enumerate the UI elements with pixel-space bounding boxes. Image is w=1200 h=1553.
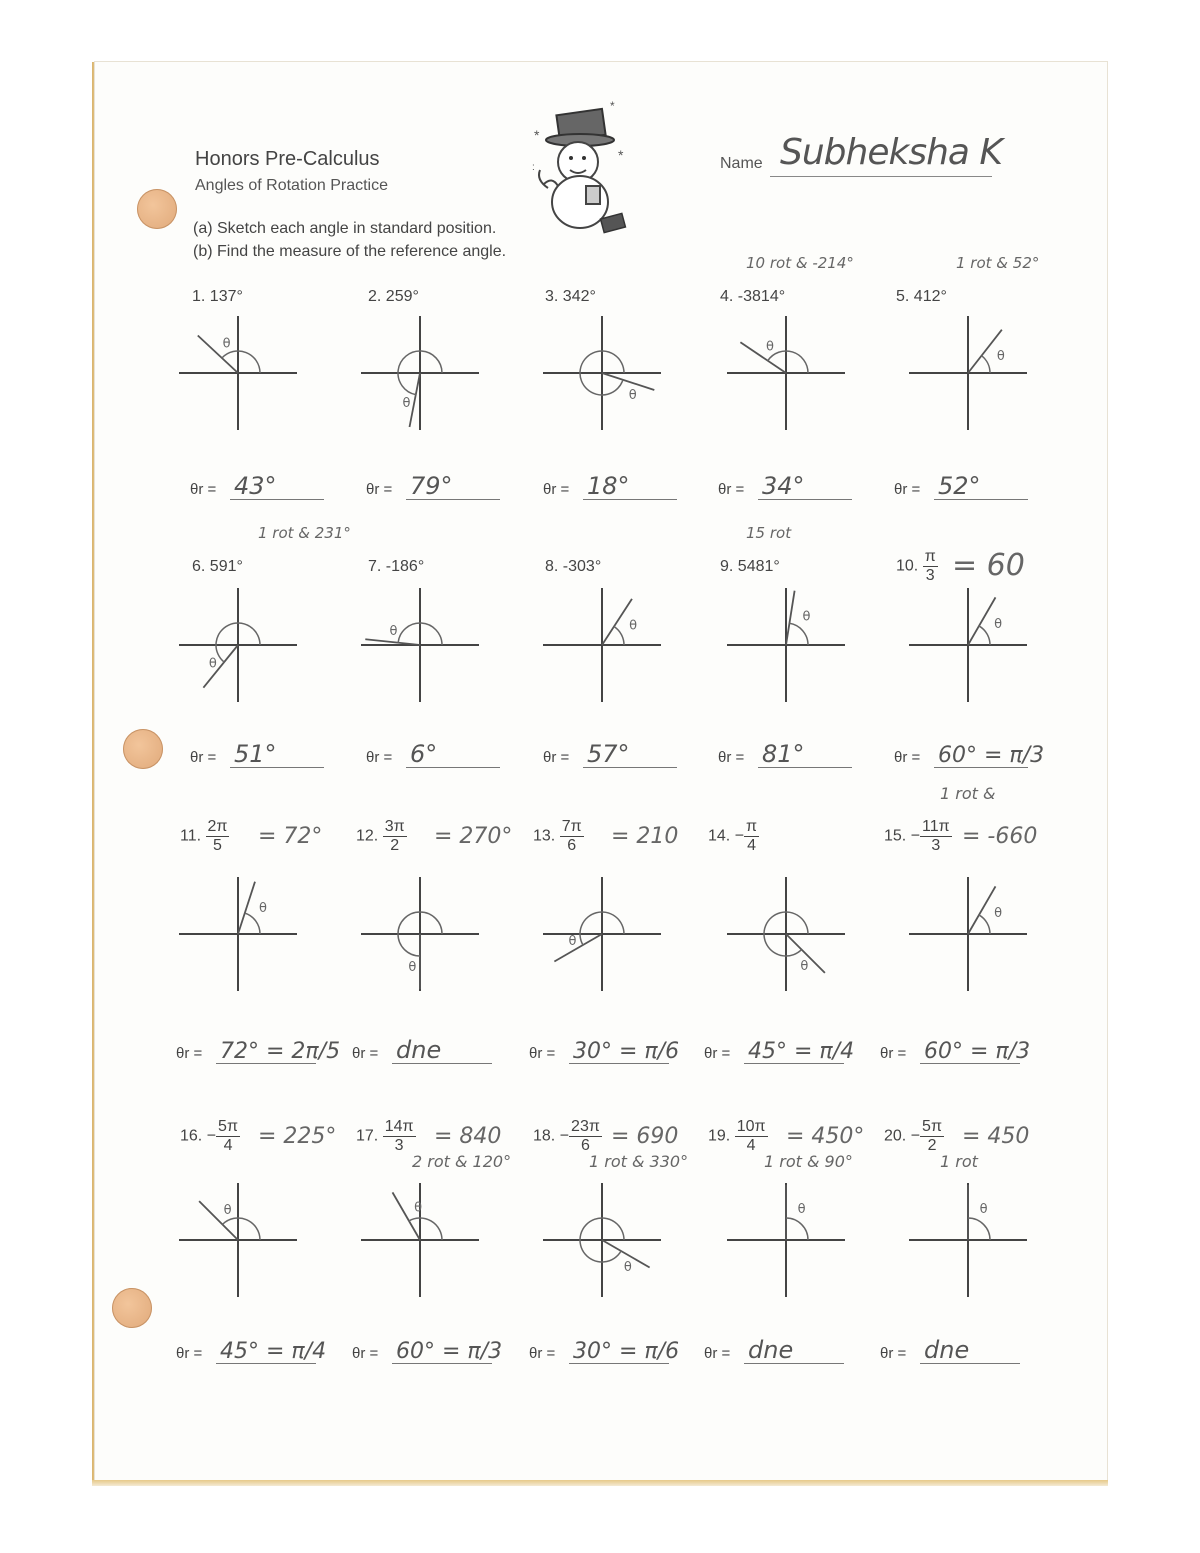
- fraction-numerator: 7π: [561, 818, 582, 835]
- answer-label: θr =: [352, 1345, 379, 1362]
- answer-value: 52°: [938, 472, 981, 500]
- fraction-denominator: 6: [567, 837, 577, 854]
- problem-number: 12.: [356, 827, 379, 845]
- angle-value: 259°: [385, 288, 419, 305]
- theta-label: θ: [402, 396, 411, 412]
- reference-angle-answer[interactable]: [704, 1330, 844, 1364]
- angle-sketch: [173, 869, 303, 999]
- problem-label: [356, 1118, 416, 1155]
- answer-value: 45° = π/4: [220, 1339, 327, 1364]
- answer-label: θr =: [880, 1345, 907, 1362]
- handwritten-note: = 450: [962, 1124, 1030, 1149]
- answer-value: dne: [396, 1036, 442, 1064]
- problem-number: 17.: [356, 1127, 379, 1145]
- theta-label: θ: [628, 387, 637, 403]
- reference-angle-answer[interactable]: [704, 1030, 855, 1064]
- angle-sketch: [173, 1175, 303, 1305]
- reference-angle-answer[interactable]: [880, 1330, 1020, 1364]
- answer-label: θr =: [190, 749, 217, 766]
- answer-label: θr =: [704, 1045, 731, 1062]
- answer-label: θr =: [176, 1345, 203, 1362]
- problem-label: [545, 288, 596, 306]
- angle-value: -303°: [562, 558, 602, 575]
- angle-fraction: [206, 818, 230, 855]
- handwritten-note: = 450°: [786, 1124, 865, 1149]
- terminal-side: [786, 591, 795, 645]
- terminal-side: [199, 1201, 238, 1240]
- answer-label: θr =: [366, 749, 393, 766]
- theta-label: θ: [766, 339, 775, 355]
- terminal-side: [198, 335, 238, 373]
- angle-fraction: [560, 818, 584, 855]
- answer-label: θr =: [529, 1345, 556, 1362]
- answer-value: 57°: [587, 740, 630, 768]
- worksheet-title: Angles of Rotation Practice: [195, 177, 388, 194]
- angle-sketch: [903, 1175, 1033, 1305]
- angle-value: 591°: [209, 558, 243, 575]
- fraction-numerator: 2π: [207, 818, 228, 835]
- problem-number: 20.: [884, 1127, 907, 1145]
- answer-label: θr =: [366, 481, 393, 498]
- terminal-side: [393, 1192, 421, 1240]
- angle-sketch: [173, 580, 303, 710]
- problem-label: [180, 818, 229, 855]
- angle-fraction: [383, 1118, 416, 1155]
- angle-value: -3814°: [737, 288, 786, 305]
- angle-sketch: [721, 308, 851, 438]
- angle-fraction: [735, 1118, 768, 1155]
- answer-label: θr =: [543, 481, 570, 498]
- problem-label: [368, 288, 419, 306]
- terminal-side: [740, 342, 786, 373]
- problem-label: [180, 1118, 240, 1155]
- terminal-side: [410, 373, 420, 427]
- rotation-arc: [786, 1218, 808, 1240]
- name-line: [770, 176, 992, 177]
- answer-value: 30° = π/6: [573, 1039, 680, 1064]
- binder-hole: [137, 189, 177, 229]
- svg-text:*: *: [618, 147, 624, 163]
- angle-value: 412°: [913, 288, 947, 305]
- answer-label: θr =: [704, 1345, 731, 1362]
- theta-label: θ: [994, 906, 1003, 922]
- reference-angle-answer[interactable]: [352, 1330, 503, 1364]
- terminal-side: [554, 934, 602, 962]
- answer-value: 34°: [762, 472, 805, 500]
- problem-label: [884, 818, 952, 855]
- rotation-arc: [979, 626, 990, 645]
- theta-label: θ: [996, 349, 1005, 365]
- theta-label: θ: [629, 618, 638, 634]
- reference-angle-answer[interactable]: [894, 734, 1045, 768]
- problem-label: [533, 818, 584, 855]
- rotation-arc: [222, 351, 260, 373]
- answer-label: θr =: [894, 749, 921, 766]
- angle-sketch: [721, 580, 851, 710]
- theta-label: θ: [408, 959, 417, 975]
- binder-hole: [112, 1288, 152, 1328]
- handwritten-note: 1 rot & 231°: [258, 524, 351, 542]
- svg-text:*: *: [610, 100, 615, 113]
- binder-hole: [123, 729, 163, 769]
- answer-label: θr =: [543, 749, 570, 766]
- problem-number: 10.: [896, 557, 919, 575]
- fraction-denominator: 4: [223, 1137, 233, 1154]
- problem-label: [356, 818, 407, 855]
- problem-number: 13.: [533, 827, 556, 845]
- fraction-denominator: 3: [925, 567, 935, 584]
- problem-number: 1.: [192, 288, 206, 305]
- fraction-numerator: 5π: [218, 1118, 238, 1135]
- problem-number: 4.: [720, 288, 734, 305]
- angle-sign: −: [206, 1127, 217, 1145]
- student-name[interactable]: Subheksha K: [780, 132, 1003, 173]
- answer-value: 81°: [762, 740, 805, 768]
- answer-value: 18°: [587, 472, 630, 500]
- answer-value: 43°: [234, 472, 277, 500]
- angle-sign: −: [734, 827, 745, 845]
- terminal-side: [968, 597, 996, 645]
- rotation-arc: [614, 627, 624, 645]
- angle-sketch: [537, 308, 667, 438]
- handwritten-note: 15 rot: [746, 524, 792, 542]
- answer-value: 60° = π/3: [396, 1339, 503, 1364]
- handwritten-note: = -660: [962, 824, 1038, 849]
- problem-label: [720, 288, 785, 306]
- angle-sketch: [537, 869, 667, 999]
- angle-fraction: [569, 1118, 602, 1155]
- angle-value: 137°: [209, 288, 243, 305]
- handwritten-note: 2 rot & 120°: [412, 1152, 512, 1171]
- handwritten-note: = 72°: [258, 824, 323, 849]
- rotation-arc: [982, 356, 990, 373]
- reference-angle-answer[interactable]: [543, 734, 677, 768]
- problem-number: 11.: [180, 827, 202, 845]
- answer-value: 79°: [410, 472, 453, 500]
- answer-label: θr =: [894, 481, 921, 498]
- theta-label: θ: [802, 609, 811, 625]
- handwritten-note: = 210: [611, 824, 679, 849]
- handwritten-note: 10 rot & -214°: [746, 254, 854, 272]
- theta-label: θ: [568, 933, 577, 949]
- answer-value: 51°: [234, 740, 277, 768]
- problem-label: [884, 1118, 944, 1155]
- reference-angle-answer[interactable]: [894, 466, 1028, 500]
- problem-number: 7.: [368, 558, 382, 575]
- terminal-side: [602, 599, 632, 645]
- fraction-numerator: 23π: [571, 1118, 600, 1135]
- reference-angle-answer[interactable]: [176, 1030, 341, 1064]
- problem-label: [708, 1118, 768, 1155]
- angle-sketch: [537, 580, 667, 710]
- problem-number: 6.: [192, 558, 206, 575]
- angle-value: 342°: [562, 288, 596, 305]
- reference-angle-answer[interactable]: [176, 1330, 327, 1364]
- fraction-numerator: 10π: [736, 1118, 766, 1135]
- problem-number: 2.: [368, 288, 382, 305]
- answer-label: θr =: [190, 481, 217, 498]
- reference-angle-answer[interactable]: [543, 466, 677, 500]
- problem-number: 8.: [545, 558, 559, 575]
- problem-number: 18.: [533, 1127, 556, 1145]
- problem-number: 16.: [180, 1127, 203, 1145]
- angle-sketch: [903, 308, 1033, 438]
- answer-label: θr =: [718, 749, 745, 766]
- answer-label: θr =: [352, 1045, 379, 1062]
- paper-edge-bottom: [92, 1480, 1108, 1486]
- angle-sign: −: [910, 1127, 921, 1145]
- theta-label: θ: [994, 617, 1003, 633]
- reference-angle-answer[interactable]: [366, 466, 500, 500]
- handwritten-note: = 840: [434, 1124, 502, 1149]
- answer-value: 45° = π/4: [748, 1039, 855, 1064]
- answer-value: dne: [924, 1336, 970, 1364]
- fraction-numerator: 11π: [922, 818, 950, 835]
- problem-label: [545, 558, 601, 576]
- rotation-arc: [979, 915, 990, 934]
- angle-sketch: [355, 1175, 485, 1305]
- theta-label: θ: [800, 958, 809, 974]
- theta-label: θ: [414, 1200, 423, 1216]
- handwritten-note: = 60: [952, 548, 1025, 583]
- rotation-arc: [245, 913, 260, 934]
- problem-number: 3.: [545, 288, 559, 305]
- course-title: Honors Pre-Calculus: [195, 148, 380, 170]
- fraction-denominator: 4: [747, 837, 757, 854]
- answer-value: 6°: [410, 740, 438, 768]
- angle-fraction: [216, 1118, 240, 1155]
- snowman-clipart-icon: [528, 100, 638, 240]
- fraction-numerator: π: [746, 818, 758, 835]
- terminal-side: [238, 882, 255, 934]
- angle-sign: −: [559, 1127, 570, 1145]
- fraction-denominator: 4: [746, 1137, 756, 1154]
- problem-number: 19.: [708, 1127, 731, 1145]
- theta-label: θ: [389, 624, 398, 640]
- instruction-b: (b) Find the measure of the reference angle.: [193, 243, 507, 260]
- fraction-numerator: 3π: [384, 818, 405, 835]
- angle-sketch: [537, 1175, 667, 1305]
- fraction-denominator: 3: [394, 1137, 404, 1154]
- fraction-denominator: 6: [581, 1137, 590, 1154]
- fraction-numerator: π: [924, 548, 936, 565]
- problem-label: [720, 558, 780, 576]
- theta-label: θ: [223, 1203, 232, 1219]
- fraction-denominator: 2: [927, 1137, 937, 1154]
- handwritten-note: 1 rot & 90°: [764, 1152, 853, 1171]
- answer-value: 30° = π/6: [573, 1339, 680, 1364]
- angle-value: 5481°: [737, 558, 780, 575]
- angle-value: -186°: [385, 558, 425, 575]
- problem-number: 5.: [896, 288, 910, 305]
- answer-value: dne: [748, 1336, 794, 1364]
- answer-value: 60° = π/3: [938, 743, 1045, 768]
- reference-angle-answer[interactable]: [718, 466, 852, 500]
- theta-label: θ: [208, 656, 217, 672]
- answer-label: θr =: [718, 481, 745, 498]
- reference-angle-answer[interactable]: [190, 466, 324, 500]
- reference-angle-answer[interactable]: [529, 1330, 680, 1364]
- angle-sketch: [173, 308, 303, 438]
- angle-sketch: [903, 580, 1033, 710]
- theta-label: θ: [258, 901, 267, 917]
- theta-label: θ: [979, 1202, 988, 1218]
- handwritten-note: 1 rot & 52°: [956, 254, 1040, 272]
- problem-label: [368, 558, 424, 576]
- problem-label: [192, 288, 243, 306]
- handwritten-note: = 690: [611, 1124, 679, 1149]
- rotation-arc: [968, 1218, 990, 1240]
- problem-number: 14.: [708, 827, 731, 845]
- theta-label: θ: [222, 336, 231, 352]
- reference-angle-answer[interactable]: [366, 734, 500, 768]
- fraction-numerator: 5π: [922, 1118, 942, 1135]
- problem-label: [533, 1118, 602, 1155]
- angle-fraction: [744, 818, 759, 855]
- handwritten-note: 1 rot: [940, 1152, 978, 1171]
- theta-label: θ: [623, 1260, 632, 1276]
- angle-sketch: [355, 308, 485, 438]
- reference-angle-answer[interactable]: [880, 1030, 1031, 1064]
- angle-sketch: [355, 869, 485, 999]
- angle-sketch: [721, 1175, 851, 1305]
- problem-label: [708, 818, 759, 855]
- angle-fraction: [920, 818, 952, 855]
- rotation-arc: [789, 623, 808, 645]
- problem-number: 15.: [884, 827, 907, 845]
- theta-label: θ: [797, 1202, 806, 1218]
- handwritten-note: = 225°: [258, 1124, 337, 1149]
- problem-label: [192, 558, 243, 576]
- fraction-denominator: 2: [390, 837, 400, 854]
- fraction-denominator: 3: [931, 837, 941, 854]
- problem-number: 9.: [720, 558, 734, 575]
- fraction-numerator: 14π: [384, 1118, 414, 1135]
- answer-value: 72° = 2π/5: [220, 1039, 341, 1064]
- reference-angle-answer[interactable]: [190, 734, 324, 768]
- handwritten-note: = 270°: [434, 824, 513, 849]
- svg-text:*: *: [534, 127, 540, 143]
- answer-label: θr =: [529, 1045, 556, 1062]
- angle-sketch: [355, 580, 485, 710]
- fraction-denominator: 5: [213, 837, 222, 854]
- problem-label: [896, 288, 947, 306]
- reference-angle-answer[interactable]: [352, 1030, 492, 1064]
- reference-angle-answer[interactable]: [718, 734, 852, 768]
- terminal-side: [968, 886, 996, 934]
- angle-sign: −: [910, 827, 921, 845]
- answer-label: θr =: [880, 1045, 907, 1062]
- angle-sketch: [721, 869, 851, 999]
- angle-fraction: [383, 818, 407, 855]
- instruction-a: (a) Sketch each angle in standard position.: [193, 220, 497, 237]
- handwritten-note: 1 rot &: [940, 784, 996, 803]
- angle-fraction: [920, 1118, 944, 1155]
- angle-sketch: [903, 869, 1033, 999]
- answer-label: θr =: [176, 1045, 203, 1062]
- svg-text::: :: [532, 162, 535, 173]
- name-label: Name: [720, 155, 763, 172]
- reference-angle-answer[interactable]: [529, 1030, 680, 1064]
- answer-value: 60° = π/3: [924, 1039, 1031, 1064]
- handwritten-note: 1 rot & 330°: [589, 1152, 689, 1171]
